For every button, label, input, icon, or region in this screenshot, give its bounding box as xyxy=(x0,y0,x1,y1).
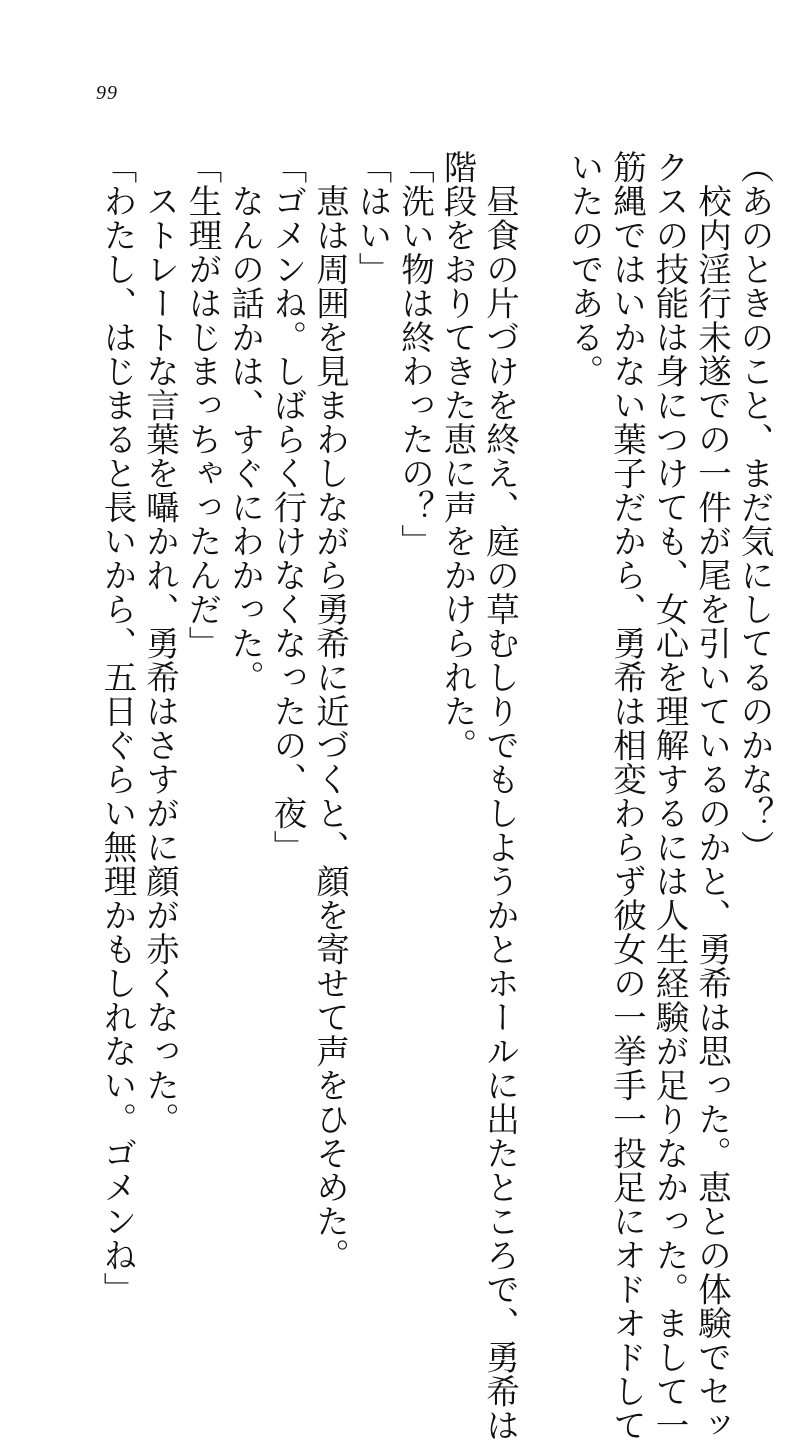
text-line: 「ゴメンね。しばらく行けなくなったの、夜」 xyxy=(268,150,307,864)
text-line: 「生理がはじまっちゃったんだ」 xyxy=(183,150,222,660)
text-line: 恵は周囲を見まわしながら勇希に近づくと、顔を寄せて声をひそめた。 xyxy=(310,150,350,1272)
section-break xyxy=(521,150,563,1190)
text-line: 昼食の片づけを終え、庭の草むしりでもしようかとホールに出たところで、勇希は xyxy=(480,150,520,1442)
text-line: 校内淫行未遂での一件が尾を引いているのかと、勇希は思った。恵との体験でセッ xyxy=(692,150,732,1442)
text-line: いたのである。 xyxy=(565,150,604,388)
text-line: 「洗い物は終わったの？」 xyxy=(395,150,435,558)
text-line: （あのときのこと、まだ気にしてるのかな？） xyxy=(735,150,774,864)
text-line: クスの技能は身につけても、女心を理解するには人生経験が足りなかった。まして一 xyxy=(650,150,689,1442)
body-text xyxy=(96,150,776,1442)
text-line: 階段をおりてきた恵に声をかけられた。 xyxy=(438,150,477,762)
text-line: ストレートな言葉を囁かれ、勇希はさすがに顔が赤くなった。 xyxy=(140,150,180,1136)
text-line: 筋縄ではいかない葉子だから、勇希は相変わらず彼女の一挙手一投足にオドオドして xyxy=(607,150,647,1442)
text-line: なんの話かは、すぐにわかった。 xyxy=(225,150,265,694)
text-line: 「はい」 xyxy=(353,150,392,286)
text-line: 「わたし、はじまると長いから、五日ぐらい無理かもしれない。ゴメンね」 xyxy=(98,150,137,1306)
page-number: 99 xyxy=(96,82,118,104)
